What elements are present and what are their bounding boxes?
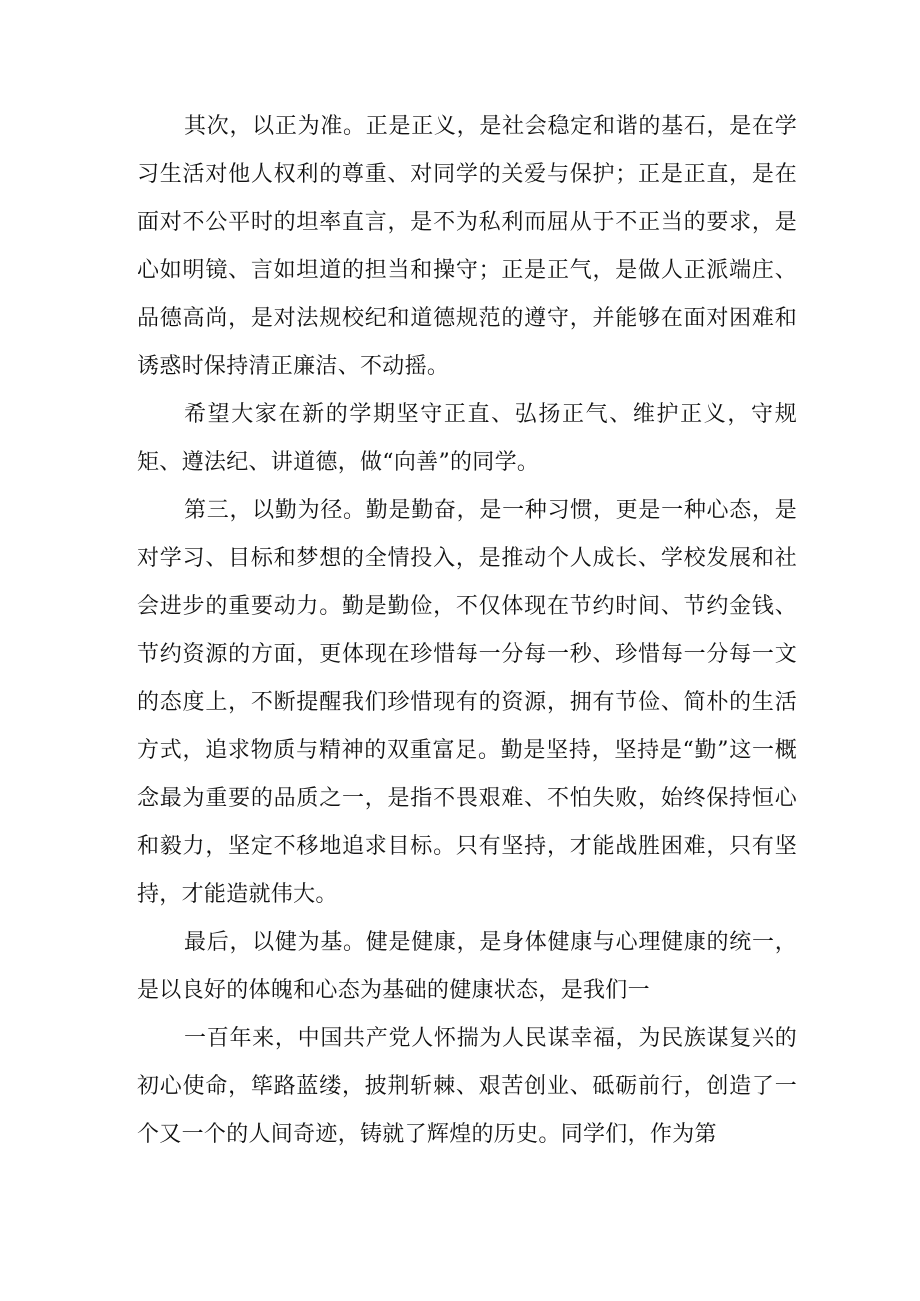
paragraph-centenary: 一百年来，中国共产党人怀揣为人民谋幸福，为民族谋复兴的初心使命，筚路蓝缕，披荆斩棘、艰苦创业、砥砺前行，创造了一个又一个的人间奇迹，铸就了辉煌的历史。同学们，作为第 xyxy=(137,1026,797,1147)
paragraph-zheng: 其次，以正为准。正是正义，是社会稳定和谐的基石，是在学习生活对他人权利的尊重、对同学的关爱与保护；正是正直，是在面对不公平时的坦率直言，是不为私利而屈从于不正当的要求，是心如明镜、言如坦道的担当和操守；正是正气，是做人正派端庄、品德高尚，是对法规校纪和道德规范的遵守，并能够在面对困难和诱惑时保持清正廉洁、不动摇。 xyxy=(137,114,797,379)
document-body xyxy=(137,103,797,1159)
paragraph-jian: 最后，以健为基。健是健康，是身体健康与心理健康的统一，是以良好的体魄和心态为基础的健康状态，是我们一 xyxy=(137,930,797,1003)
paragraph-qin: 第三，以勤为径。勤是勤奋，是一种习惯，更是一种心态，是对学习、目标和梦想的全情投入，是推动个人成长、学校发展和社会进步的重要动力。勤是勤俭，不仅体现在节约时间、节约金钱、节约资源的方面，更体现在珍惜每一分每一秒、珍惜每一分每一文的态度上，不断提醒我们珍惜现有的资源，拥有节俭、简朴的生活方式，追求物质与精神的双重富足。勤是坚持，坚持是“勤”这一概念最为重要的品质之一，是指不畏艰难、不怕失败，始终保持恒心和毅力，坚定不移地追求目标。只有坚持，才能战胜困难，只有坚持，才能造就伟大。 xyxy=(137,498,797,907)
paragraph-hope: 希望大家在新的学期坚守正直、弘扬正气、维护正义，守规矩、遵法纪、讲道德，做“向善”的同学。 xyxy=(137,402,797,475)
